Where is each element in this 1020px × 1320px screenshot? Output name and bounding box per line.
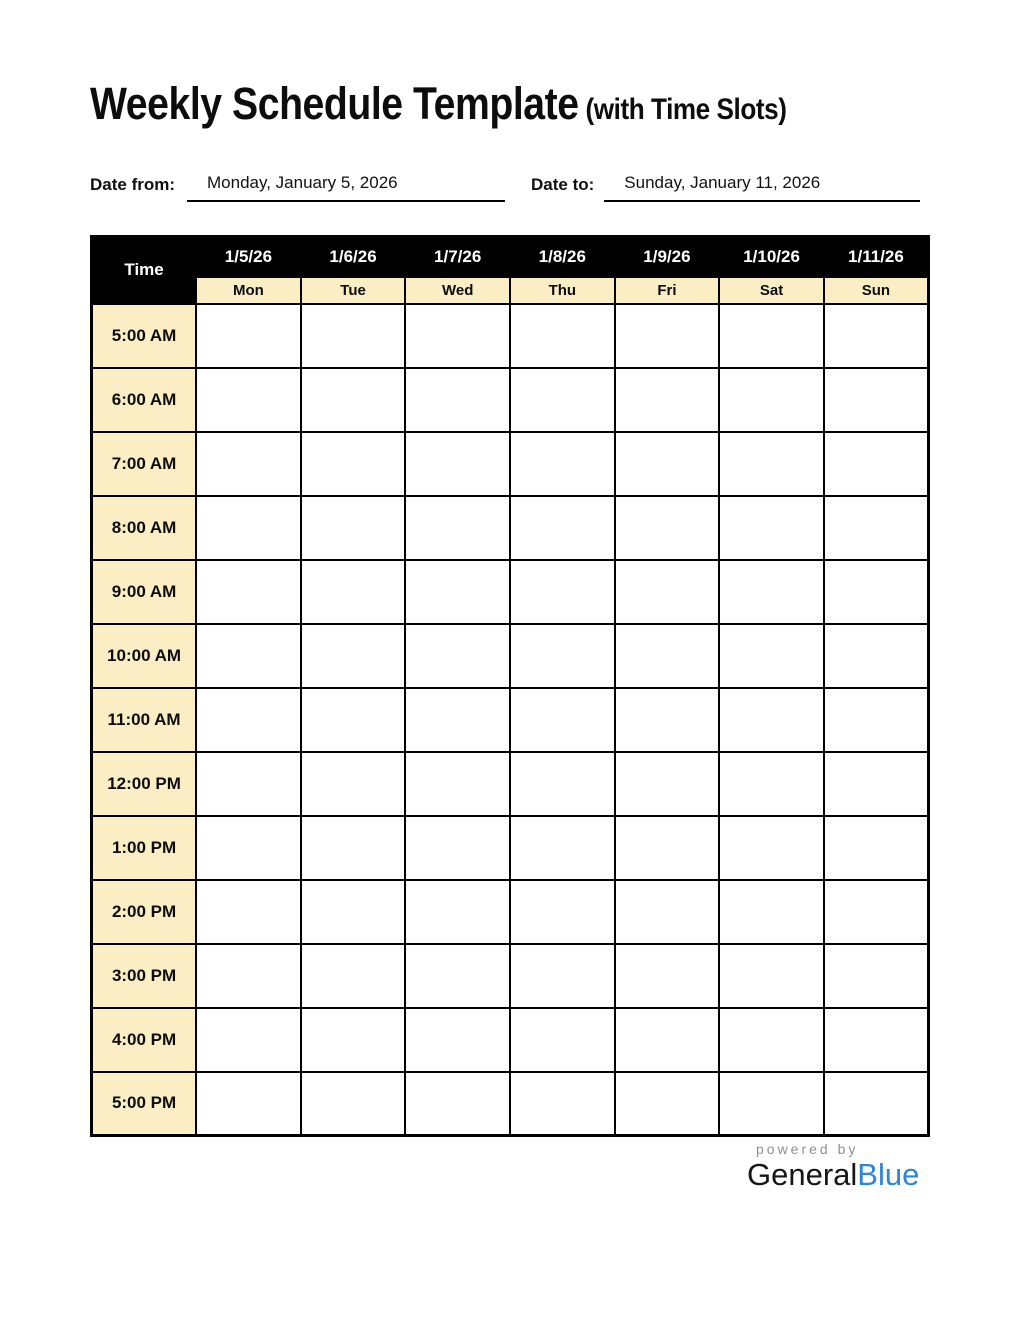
schedule-cell (824, 304, 929, 368)
schedule-cell (615, 368, 720, 432)
time-column-header: Time (92, 237, 197, 304)
date-from-value: Monday, January 5, 2026 (187, 173, 505, 202)
schedule-cell (196, 944, 301, 1008)
page-title (90, 78, 786, 130)
schedule-cell (824, 560, 929, 624)
schedule-cell (405, 496, 510, 560)
schedule-cell (510, 624, 615, 688)
schedule-cell (615, 880, 720, 944)
schedule-cell (719, 1072, 824, 1136)
schedule-cell (301, 880, 406, 944)
date-to-label: Date to: (531, 175, 595, 194)
schedule-cell (510, 304, 615, 368)
schedule-cell (719, 496, 824, 560)
time-label-cell-9: 2:00 PM (92, 880, 197, 944)
schedule-cell (719, 688, 824, 752)
time-label-cell-6: 11:00 AM (92, 688, 197, 752)
schedule-cell (196, 624, 301, 688)
time-row-7 (92, 752, 929, 816)
schedule-cell (719, 368, 824, 432)
schedule-cell (615, 1008, 720, 1072)
schedule-cell (824, 624, 929, 688)
date-header-cell-6: 1/11/26 (824, 237, 929, 277)
generalblue-logo (747, 1157, 919, 1193)
schedule-cell (615, 1072, 720, 1136)
time-row-11 (92, 1008, 929, 1072)
brand-accent-text: Blue (857, 1157, 920, 1192)
schedule-cell (824, 368, 929, 432)
date-from-label: Date from: (90, 175, 176, 194)
page-title-main: Weekly Schedule Template (90, 78, 579, 129)
schedule-cell (196, 1008, 301, 1072)
time-label-cell-7: 12:00 PM (92, 752, 197, 816)
schedule-cell (196, 432, 301, 496)
schedule-cell (719, 880, 824, 944)
schedule-cell (824, 496, 929, 560)
time-row-3 (92, 496, 929, 560)
time-row-6 (92, 688, 929, 752)
schedule-cell (405, 944, 510, 1008)
schedule-cell (719, 752, 824, 816)
schedule-cell (719, 560, 824, 624)
schedule-cell (196, 688, 301, 752)
schedule-cell (824, 752, 929, 816)
schedule-cell (615, 752, 720, 816)
schedule-cell (196, 304, 301, 368)
schedule-cell (301, 624, 406, 688)
schedule-cell (196, 496, 301, 560)
schedule-cell (510, 432, 615, 496)
time-row-12 (92, 1072, 929, 1136)
schedule-cell (719, 624, 824, 688)
time-label-cell-3: 8:00 AM (92, 496, 197, 560)
day-header-cell-1: Tue (301, 277, 406, 304)
schedule-cell (405, 432, 510, 496)
time-label-cell-11: 4:00 PM (92, 1008, 197, 1072)
time-label-cell-0: 5:00 AM (92, 304, 197, 368)
time-row-4 (92, 560, 929, 624)
time-row-10 (92, 944, 929, 1008)
time-label-cell-4: 9:00 AM (92, 560, 197, 624)
time-row-2 (92, 432, 929, 496)
schedule-cell (615, 944, 720, 1008)
date-header-cell-1: 1/6/26 (301, 237, 406, 277)
date-header-cell-4: 1/9/26 (615, 237, 720, 277)
schedule-cell (405, 1072, 510, 1136)
time-row-5 (92, 624, 929, 688)
time-label-cell-2: 7:00 AM (92, 432, 197, 496)
schedule-cell (824, 944, 929, 1008)
table-date-row (92, 237, 929, 277)
schedule-cell (301, 1008, 406, 1072)
schedule-cell (196, 816, 301, 880)
schedule-cell (196, 752, 301, 816)
schedule-cell (824, 816, 929, 880)
schedule-table (90, 235, 930, 1137)
schedule-cell (615, 432, 720, 496)
date-range (90, 173, 930, 202)
day-header-cell-5: Sat (719, 277, 824, 304)
day-header-cell-0: Mon (196, 277, 301, 304)
schedule-cell (405, 1008, 510, 1072)
schedule-cell (719, 304, 824, 368)
schedule-cell (510, 1072, 615, 1136)
schedule-cell (615, 624, 720, 688)
time-label-cell-12: 5:00 PM (92, 1072, 197, 1136)
schedule-cell (405, 880, 510, 944)
schedule-cell (615, 816, 720, 880)
schedule-cell (824, 1072, 929, 1136)
schedule-cell (405, 560, 510, 624)
table-day-row (92, 277, 929, 304)
schedule-cell (405, 368, 510, 432)
page-title-suffix: (with Time Slots) (585, 93, 787, 126)
time-row-9 (92, 880, 929, 944)
time-label-cell-8: 1:00 PM (92, 816, 197, 880)
schedule-cell (301, 560, 406, 624)
date-to-value: Sunday, January 11, 2026 (604, 173, 920, 202)
time-row-0 (92, 304, 929, 368)
schedule-cell (301, 496, 406, 560)
schedule-cell (510, 816, 615, 880)
schedule-cell (510, 368, 615, 432)
schedule-cell (824, 688, 929, 752)
time-label-cell-5: 10:00 AM (92, 624, 197, 688)
day-header-cell-3: Thu (510, 277, 615, 304)
schedule-cell (196, 368, 301, 432)
schedule-cell (719, 816, 824, 880)
date-header-cell-3: 1/8/26 (510, 237, 615, 277)
time-label-cell-10: 3:00 PM (92, 944, 197, 1008)
day-header-cell-6: Sun (824, 277, 929, 304)
schedule-cell (301, 816, 406, 880)
schedule-cell (301, 368, 406, 432)
schedule-cell (719, 944, 824, 1008)
schedule-cell (301, 304, 406, 368)
schedule-cell (510, 496, 615, 560)
schedule-cell (405, 304, 510, 368)
schedule-cell (615, 688, 720, 752)
schedule-cell (405, 624, 510, 688)
schedule-cell (196, 560, 301, 624)
brand-primary-text: General (747, 1157, 858, 1192)
time-label-cell-1: 6:00 AM (92, 368, 197, 432)
schedule-cell (824, 432, 929, 496)
schedule-cell (301, 752, 406, 816)
schedule-cell (301, 432, 406, 496)
date-header-cell-0: 1/5/26 (196, 237, 301, 277)
schedule-cell (196, 1072, 301, 1136)
date-to-group (531, 173, 920, 202)
schedule-cell (719, 1008, 824, 1072)
schedule-cell (510, 944, 615, 1008)
day-header-cell-2: Wed (405, 277, 510, 304)
schedule-cell (301, 944, 406, 1008)
schedule-cell (510, 880, 615, 944)
schedule-cell (510, 1008, 615, 1072)
time-row-1 (92, 368, 929, 432)
schedule-cell (510, 752, 615, 816)
schedule-cell (510, 688, 615, 752)
powered-by-label: powered by (756, 1141, 859, 1157)
schedule-cell (615, 496, 720, 560)
schedule-cell (405, 752, 510, 816)
schedule-cell (301, 688, 406, 752)
schedule-cell (510, 560, 615, 624)
date-header-cell-5: 1/10/26 (719, 237, 824, 277)
day-header-cell-4: Fri (615, 277, 720, 304)
schedule-table-body (92, 304, 929, 1136)
schedule-cell (824, 880, 929, 944)
schedule-cell (196, 880, 301, 944)
time-row-8 (92, 816, 929, 880)
schedule-cell (719, 432, 824, 496)
schedule-cell (824, 1008, 929, 1072)
schedule-cell (301, 1072, 406, 1136)
schedule-cell (615, 560, 720, 624)
schedule-cell (615, 304, 720, 368)
schedule-cell (405, 688, 510, 752)
brand-footer (747, 1141, 919, 1193)
schedule-cell (405, 816, 510, 880)
date-header-cell-2: 1/7/26 (405, 237, 510, 277)
